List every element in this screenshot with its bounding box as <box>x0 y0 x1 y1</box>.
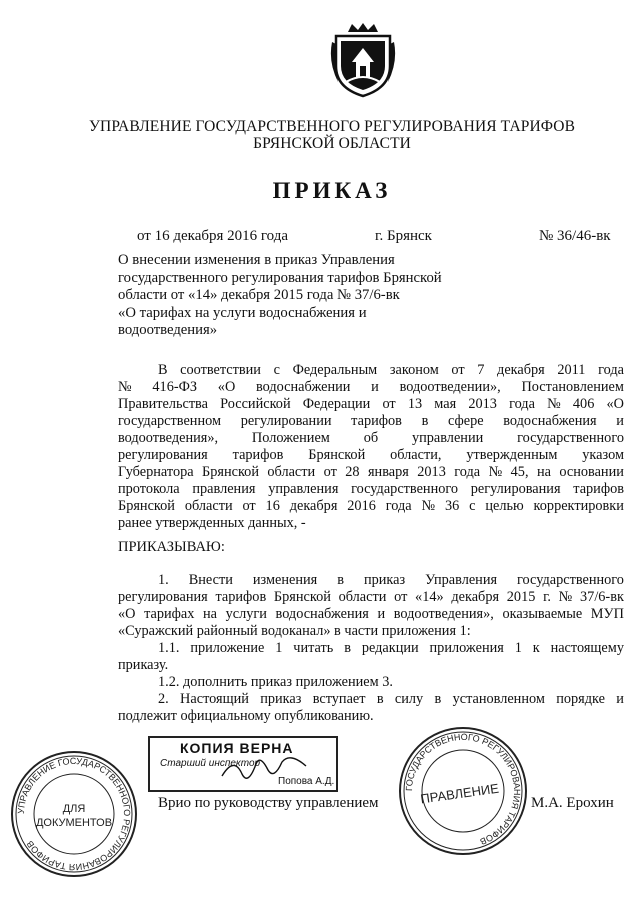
word: «О <box>217 379 236 395</box>
order-items <box>118 572 624 725</box>
word: года <box>509 396 535 412</box>
word: области <box>184 498 233 514</box>
word: на <box>203 606 218 622</box>
word: декабря <box>451 589 500 605</box>
word: оказываемые <box>502 606 583 622</box>
word: 36 <box>444 498 460 514</box>
word: тарифах <box>144 606 195 622</box>
word: 2. <box>158 691 169 707</box>
handwritten-signature-icon <box>220 752 310 786</box>
subject-line: государственного регулирования тарифов Брянской <box>118 269 442 286</box>
word: 1 <box>275 640 283 656</box>
word: и <box>377 606 386 622</box>
word: декабря <box>497 362 545 378</box>
subject-line: области от «14» декабря 2015 года № 37/6-вк <box>118 287 400 303</box>
word: от <box>451 362 465 378</box>
word: водоотведении», <box>399 379 501 395</box>
preamble-line <box>118 362 624 379</box>
word: в <box>421 413 429 429</box>
word: года <box>598 362 624 378</box>
word: государственном <box>118 413 222 429</box>
word: Брянской <box>118 498 175 514</box>
item-line: приказу. <box>118 657 169 673</box>
word: 1.1. <box>158 640 180 656</box>
word: декабря <box>289 498 338 514</box>
word: законом <box>389 362 439 378</box>
word: в <box>376 691 384 707</box>
word: № <box>488 464 503 480</box>
order-city: г. Брянск <box>375 228 432 244</box>
word: 2011 <box>557 362 586 378</box>
word: 1 <box>514 640 522 656</box>
word: 13 <box>407 396 423 412</box>
word: Федерации <box>302 396 371 412</box>
word: Российской <box>220 396 291 412</box>
item-line: 1.2. дополнить приказ приложением 3. <box>158 674 393 690</box>
word: указом <box>582 447 624 463</box>
word: от <box>323 464 337 480</box>
signatory-position: Врио по руководству управлением <box>158 795 379 811</box>
word: государственного <box>517 430 624 446</box>
word: в <box>434 691 442 707</box>
word: в <box>337 572 344 588</box>
word: Постановлением <box>521 379 624 395</box>
preamble-line <box>118 413 624 430</box>
word: Брянской <box>273 589 331 605</box>
word: января <box>367 464 409 480</box>
word: 2016 <box>347 498 376 514</box>
word: № <box>547 396 561 412</box>
word: 416-ФЗ <box>152 379 198 395</box>
word: водоотведения», <box>118 430 219 446</box>
word: соответствии <box>180 362 261 378</box>
word: управлении <box>411 430 484 446</box>
word: 2013 <box>417 464 446 480</box>
word: и <box>616 413 624 429</box>
official-seal-left-icon <box>10 750 138 878</box>
word: и <box>616 691 624 707</box>
seal-ring-text: УПРАВЛЕНИЕ ГОСУДАРСТВЕННОГО РЕГУЛИРОВАНИЯ ТАРИФОВ <box>15 755 133 873</box>
item-line <box>118 691 624 708</box>
seal-center-text: ДЛЯ <box>62 803 86 815</box>
order-date: от 16 декабря 2016 года <box>137 228 289 244</box>
word: регулировании <box>240 413 332 429</box>
word: 37/6-вк <box>580 589 624 605</box>
document-title: ПРИКАЗ <box>272 178 392 203</box>
word: и <box>371 379 379 395</box>
word: 16 <box>265 498 280 514</box>
item-line <box>118 589 624 606</box>
preamble-line <box>118 430 624 447</box>
word: Внести <box>188 572 233 588</box>
preamble-line <box>118 447 624 464</box>
word: 406 <box>572 396 595 412</box>
word: приказ <box>260 691 302 707</box>
word: к <box>532 640 540 656</box>
word: от <box>394 589 408 605</box>
word: тарифов <box>573 481 624 497</box>
organization-name-line1: УПРАВЛЕНИЕ ГОСУДАРСТВЕННОГО РЕГУЛИРОВАНИЯ ТАРИФОВ <box>88 118 576 135</box>
word: водоснабжения <box>275 606 369 622</box>
stamp-name: Попова А.Д. <box>278 776 335 787</box>
word: «О <box>606 396 624 412</box>
word: 7 <box>477 362 485 378</box>
word: мая <box>434 396 457 412</box>
word: № <box>558 589 573 605</box>
word: порядке <box>556 691 605 707</box>
seal-center-text: ДОКУМЕНТОВ <box>35 817 113 829</box>
item-line: «Суражский районный водоканал» в части приложения 1: <box>118 623 471 639</box>
word: 2015 <box>506 589 536 605</box>
subject-line: водоотведения» <box>118 322 218 338</box>
word: редакции <box>361 640 419 656</box>
word: с <box>273 362 280 378</box>
stamp-title: КОПИЯ ВЕРНА <box>180 740 294 756</box>
preamble-line <box>118 481 624 498</box>
word: от <box>382 396 396 412</box>
word: протокола <box>118 481 180 497</box>
word: «14» <box>415 589 444 605</box>
word: № <box>118 379 132 395</box>
word: г. <box>543 589 551 605</box>
preamble-line <box>118 396 624 413</box>
seal-ring-text: ГОСУДАРСТВЕННОГО РЕГУЛИРОВАНИЯ ТАРИФОВ <box>403 731 523 847</box>
word: тарифов <box>351 413 402 429</box>
word: сфере <box>447 413 484 429</box>
item-line: подлежит официальному опубликованию. <box>118 708 374 724</box>
word: «О <box>118 606 136 622</box>
order-number: № 36/46-вк <box>539 228 611 244</box>
word: 28 <box>345 464 360 480</box>
word: услуги <box>225 606 267 622</box>
word: водоснабжении <box>256 379 351 395</box>
organization-name-line2: БРЯНСКОЙ ОБЛАСТИ <box>253 135 411 152</box>
word: основании <box>559 464 624 480</box>
word: читать <box>293 640 334 656</box>
word: государственного <box>517 572 624 588</box>
item-line <box>118 640 624 657</box>
word: с <box>469 498 476 514</box>
word: года <box>385 498 412 514</box>
word: Губернатора <box>118 464 194 480</box>
word: на <box>536 464 551 480</box>
word: приложения <box>429 640 504 656</box>
word: в <box>344 640 351 656</box>
order-subject <box>118 252 518 340</box>
preamble-line <box>118 498 624 515</box>
word: области <box>338 589 387 605</box>
word: 1. <box>158 572 169 588</box>
word: изменения <box>252 572 318 588</box>
word: целью <box>485 498 524 514</box>
preamble-line <box>118 464 624 481</box>
item-line <box>118 572 624 589</box>
word: тарифов <box>232 447 284 463</box>
word: Настоящий <box>180 691 249 707</box>
word: МУП <box>590 606 624 622</box>
word: регулирования <box>118 447 208 463</box>
word: области, <box>390 447 442 463</box>
word: управления <box>268 481 339 497</box>
preamble-paragraph <box>118 362 624 532</box>
preamble-line <box>118 379 624 396</box>
word: правления <box>192 481 256 497</box>
seal-center-text: ПРАВЛЕНИЕ <box>419 780 500 807</box>
stamp-inspector: Старший инспектор <box>160 758 261 769</box>
subject-line: «О тарифах на услуги водоснабжения и <box>118 304 367 321</box>
word: водоотведения», <box>393 606 494 622</box>
item-line <box>118 606 624 623</box>
word: вступает <box>312 691 366 707</box>
word: тарифов <box>215 589 267 605</box>
word: от <box>242 498 256 514</box>
word: установленном <box>452 691 545 707</box>
word: Правительства <box>118 396 208 412</box>
preamble-line: ранее утвержденных данных, - <box>118 515 306 531</box>
official-seal-right-icon <box>398 726 528 856</box>
word: утвержденным <box>466 447 558 463</box>
word: водоснабжения <box>503 413 597 429</box>
word: Брянской <box>202 464 259 480</box>
subject-line: О внесении изменения в приказ Управления <box>118 252 395 268</box>
word: регулирования <box>470 481 561 497</box>
word: приказ <box>363 572 406 588</box>
word: силу <box>394 691 424 707</box>
word: области <box>267 464 316 480</box>
order-keyword: ПРИКАЗЫВАЮ: <box>118 539 225 555</box>
signatory-name: М.А. Ерохин <box>531 795 614 811</box>
word: государственного <box>351 481 459 497</box>
word: года <box>454 464 481 480</box>
word: приложение <box>190 640 265 656</box>
word: Положением <box>251 430 330 446</box>
word: регулирования <box>118 589 208 605</box>
word: Управления <box>425 572 498 588</box>
word: настоящему <box>550 640 624 656</box>
word: Федеральным <box>292 362 378 378</box>
word: 45, <box>510 464 529 480</box>
word: корректировки <box>533 498 624 514</box>
word: 2013 <box>468 396 497 412</box>
coat-of-arms-icon <box>330 22 396 98</box>
copy-verified-stamp <box>148 736 338 792</box>
word: № <box>421 498 436 514</box>
word: Брянской <box>308 447 366 463</box>
word: В <box>158 362 168 378</box>
word: об <box>363 430 379 446</box>
